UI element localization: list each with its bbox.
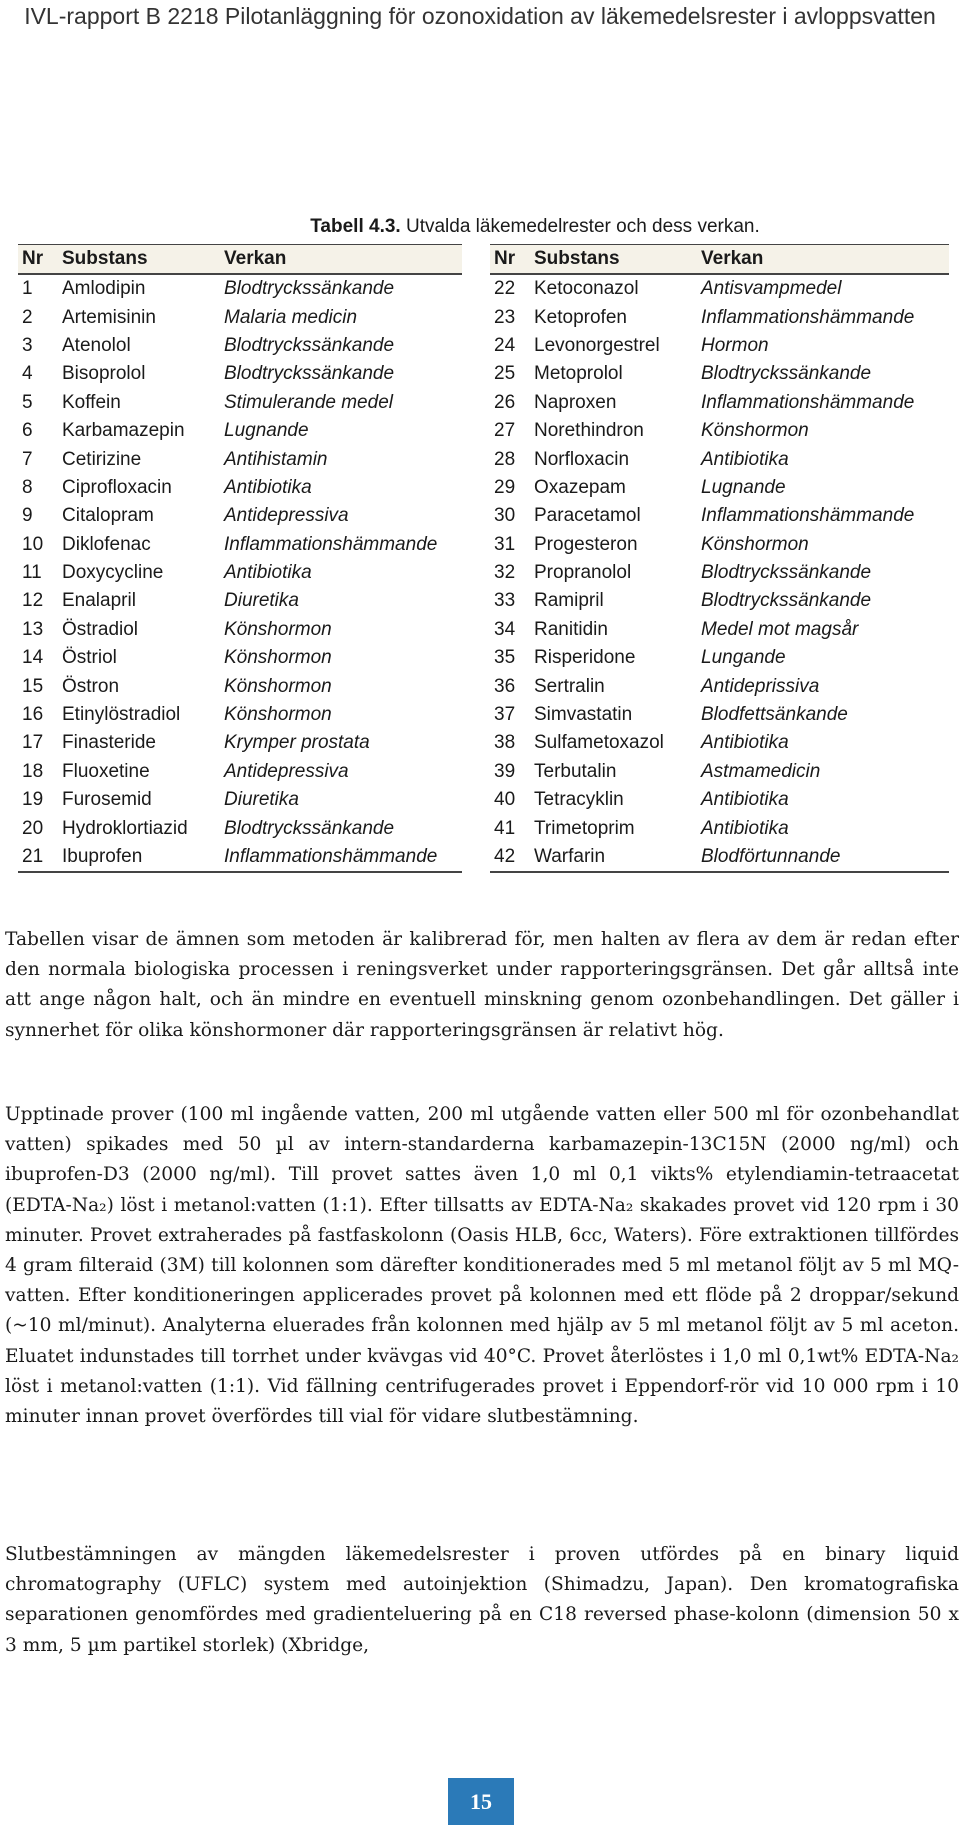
table-row (18, 786, 462, 814)
cell-substans: Koffein (62, 391, 121, 413)
cell-nr: 32 (494, 562, 516, 584)
cell-nr: 1 (22, 278, 33, 300)
cell-nr: 20 (22, 817, 44, 839)
cell-verkan: Antidepressiva (224, 760, 349, 782)
cell-nr: 33 (494, 590, 516, 612)
cell-verkan: Blodtryckssänkande (701, 363, 872, 385)
cell-nr: 14 (22, 647, 44, 669)
cell-verkan: Blodfettsänkande (701, 704, 848, 726)
cell-nr: 41 (494, 817, 516, 839)
cell-nr: 4 (22, 363, 33, 385)
cell-nr: 13 (22, 618, 44, 640)
cell-substans: Paracetamol (534, 505, 641, 527)
cell-substans: Metoprolol (534, 363, 623, 385)
cell-substans: Bisoprolol (62, 363, 146, 385)
table-row (18, 701, 462, 729)
table-row (18, 332, 462, 360)
table-row (490, 616, 949, 644)
cell-verkan: Antihistamin (224, 448, 328, 470)
cell-substans: Etinylöstradiol (62, 704, 181, 726)
cell-nr: 16 (22, 704, 44, 726)
cell-nr: 10 (22, 533, 44, 555)
cell-substans: Östradiol (62, 618, 139, 640)
column-header-substans: Substans (530, 245, 697, 275)
table-row (18, 587, 462, 615)
table-row (18, 389, 462, 417)
cell-nr: 3 (22, 334, 33, 356)
table-row (18, 758, 462, 786)
cell-verkan: Astmamedicin (701, 760, 821, 782)
cell-nr: 31 (494, 533, 516, 555)
cell-substans: Trimetoprim (534, 817, 635, 839)
table-caption (0, 215, 960, 239)
page-number: 15 (448, 1778, 514, 1825)
table-row (18, 474, 462, 502)
table-row (490, 389, 949, 417)
table-row (490, 644, 949, 672)
table-row (490, 559, 949, 587)
table-caption-text: Utvalda läkemedelrester och dess verkan. (400, 216, 760, 237)
cell-nr: 37 (494, 704, 516, 726)
cell-substans: Terbutalin (534, 760, 617, 782)
cell-substans: Levonorgestrel (534, 334, 660, 356)
cell-verkan: Medel mot magsår (701, 618, 859, 640)
table-header-row (490, 245, 949, 275)
table-row (18, 502, 462, 530)
cell-substans: Ibuprofen (58, 843, 220, 872)
drug-table-left-body (18, 274, 462, 872)
cell-nr: 2 (22, 306, 33, 328)
table-row (490, 587, 949, 615)
cell-verkan: Lugnande (701, 476, 786, 498)
cell-verkan: Blodtryckssänkande (224, 363, 395, 385)
cell-nr: 34 (494, 618, 516, 640)
drug-table-left (18, 244, 462, 873)
cell-substans: Norfloxacin (534, 448, 630, 470)
cell-nr: 39 (494, 760, 516, 782)
table-row (490, 303, 949, 331)
cell-verkan: Antibiotika (701, 817, 789, 839)
table-row (490, 474, 949, 502)
cell-substans: Norethindron (534, 420, 644, 442)
cell-substans: Diklofenac (62, 533, 151, 555)
cell-verkan: Antisvampmedel (701, 278, 842, 300)
cell-nr: 6 (22, 420, 33, 442)
cell-nr: 40 (494, 789, 516, 811)
table-row (490, 332, 949, 360)
cell-substans: Tetracyklin (534, 789, 624, 811)
cell-nr: 28 (494, 448, 516, 470)
table-row (490, 814, 949, 842)
cell-nr: 29 (494, 476, 516, 498)
cell-verkan: Antibiotika (224, 562, 312, 584)
cell-substans: Atenolol (62, 334, 131, 356)
cell-nr: 5 (22, 391, 33, 413)
cell-verkan: Inflammationshämmande (701, 505, 915, 527)
table-row (490, 417, 949, 445)
table-row (18, 417, 462, 445)
cell-nr: 11 (22, 562, 42, 584)
table-row (490, 531, 949, 559)
table-row (490, 360, 949, 388)
cell-nr: 30 (494, 505, 516, 527)
cell-nr: 21 (18, 843, 58, 872)
cell-nr: 12 (22, 590, 44, 612)
cell-verkan: Blodtryckssänkande (224, 278, 395, 300)
cell-substans: Östriol (62, 647, 117, 669)
cell-verkan: Könshormon (224, 704, 332, 726)
table-row (490, 729, 949, 757)
table-row (18, 531, 462, 559)
cell-verkan: Inflammationshämmande (220, 843, 462, 872)
cell-nr: 17 (22, 732, 44, 754)
table-row (18, 445, 462, 473)
column-header-nr: Nr (18, 245, 58, 275)
cell-verkan: Hormon (701, 334, 769, 356)
cell-nr: 35 (494, 647, 516, 669)
cell-substans: Furosemid (62, 789, 152, 811)
cell-verkan: Inflammationshämmande (701, 306, 915, 328)
column-header-substans: Substans (58, 245, 220, 275)
cell-substans: Hydroklortiazid (62, 817, 188, 839)
cell-nr: 7 (22, 448, 33, 470)
cell-verkan: Könshormon (224, 647, 332, 669)
cell-substans: Amlodipin (62, 278, 146, 300)
cell-verkan: Könshormon (224, 618, 332, 640)
cell-substans: Ranitidin (534, 618, 608, 640)
paragraph-table-explanation: Tabellen visar de ämnen som metoden är kalibrerad för, men halten av flera av dem är redan efter den normala biologiska processen i reningsverket under rapporteringsgränsen. Det går alltså inte att ange någon halt, och än mindre en eventuell minskning genom ozonbehandlingen. Det gäller i synnerhet för olika könshormoner där rapporteringsgränsen är relativt hög. (5, 929, 959, 1041)
cell-verkan: Blodtryckssänkande (224, 334, 395, 356)
cell-verkan: Antidepressiva (224, 505, 349, 527)
cell-substans: Citalopram (62, 505, 154, 527)
table-row (490, 786, 949, 814)
table-row (490, 445, 949, 473)
cell-substans: Simvastatin (534, 704, 633, 726)
cell-nr: 8 (22, 476, 33, 498)
cell-substans: Ciprofloxacin (62, 476, 172, 498)
cell-verkan: Blodtryckssänkande (701, 590, 872, 612)
table-row (18, 360, 462, 388)
cell-verkan: Stimulerande medel (224, 391, 393, 413)
table-row (490, 758, 949, 786)
cell-substans: Propranolol (534, 562, 632, 584)
drug-table-right-body (490, 274, 949, 872)
table-row (18, 672, 462, 700)
cell-substans: Oxazepam (534, 476, 626, 498)
table-row (18, 644, 462, 672)
cell-substans: Ramipril (534, 590, 604, 612)
cell-nr: 25 (494, 363, 516, 385)
cell-nr: 27 (494, 420, 516, 442)
cell-verkan: Blodtryckssänkande (224, 817, 395, 839)
column-header-verkan: Verkan (220, 245, 462, 275)
cell-verkan: Antibiotika (701, 732, 789, 754)
cell-nr: 9 (22, 505, 33, 527)
cell-substans: Warfarin (530, 843, 697, 872)
cell-substans: Karbamazepin (62, 420, 185, 442)
cell-verkan: Malaria medicin (224, 306, 358, 328)
cell-nr: 18 (22, 760, 44, 782)
cell-nr: 38 (494, 732, 516, 754)
cell-verkan: Blodförtunnande (697, 843, 949, 872)
cell-verkan: Diuretika (224, 590, 299, 612)
cell-substans: Enalapril (62, 590, 136, 612)
cell-substans: Finasteride (62, 732, 156, 754)
cell-substans: Risperidone (534, 647, 636, 669)
table-row (18, 559, 462, 587)
cell-substans: Artemisinin (62, 306, 156, 328)
table-row (490, 672, 949, 700)
cell-verkan: Inflammationshämmande (224, 533, 438, 555)
cell-verkan: Könshormon (701, 533, 809, 555)
cell-nr: 19 (22, 789, 44, 811)
table-row (490, 701, 949, 729)
table-row (490, 843, 949, 872)
cell-substans: Ketoprofen (534, 306, 627, 328)
cell-verkan: Krymper prostata (224, 732, 370, 754)
cell-verkan: Inflammationshämmande (701, 391, 915, 413)
paragraph-final-determination: Slutbestämningen av mängden läkemedelsrester i proven utfördes på en binary liquid chromatography (UFLC) system med autoinjektion (Shimadzu, Japan). Den kromatografiska separationen genomfördes med gradienteluering på en C18 reversed phase-kolonn (dimension 50 x 3 mm, 5 µm partikel storlek) (Xbridge, (5, 1544, 959, 1656)
table-row (18, 616, 462, 644)
cell-substans: Sulfametoxazol (534, 732, 664, 754)
cell-substans: Ketoconazol (534, 278, 639, 300)
cell-verkan: Antibiotika (701, 789, 789, 811)
cell-nr: 24 (494, 334, 516, 356)
column-header-verkan: Verkan (697, 245, 949, 275)
cell-substans: Fluoxetine (62, 760, 150, 782)
cell-nr: 26 (494, 391, 516, 413)
cell-verkan: Lugnande (224, 420, 309, 442)
cell-verkan: Blodtryckssänkande (701, 562, 872, 584)
cell-substans: Sertralin (534, 675, 605, 697)
cell-verkan: Diuretika (224, 789, 299, 811)
drug-table-right (490, 244, 949, 873)
cell-substans: Östron (62, 675, 120, 697)
cell-verkan: Könshormon (701, 420, 809, 442)
cell-verkan: Könshormon (224, 675, 332, 697)
column-header-nr: Nr (490, 245, 530, 275)
cell-nr: 15 (22, 675, 44, 697)
cell-nr: 42 (490, 843, 530, 872)
report-header: IVL-rapport B 2218 Pilotanläggning för ozonoxidation av läkemedelsrester i avloppsvatten (24, 3, 936, 29)
table-row (18, 814, 462, 842)
cell-substans: Cetirizine (62, 448, 142, 470)
cell-substans: Doxycycline (62, 562, 164, 584)
table-row (18, 274, 462, 303)
cell-substans: Naproxen (534, 391, 617, 413)
table-header-row (18, 245, 462, 275)
table-caption-number: Tabell 4.3. (310, 216, 401, 237)
cell-verkan: Antideprissiva (701, 675, 820, 697)
table-row (18, 729, 462, 757)
cell-substans: Progesteron (534, 533, 638, 555)
table-row (490, 274, 949, 303)
cell-nr: 23 (494, 306, 516, 328)
cell-verkan: Lungande (701, 647, 786, 669)
cell-verkan: Antibiotika (224, 476, 312, 498)
table-row (490, 502, 949, 530)
table-row (18, 843, 462, 872)
cell-nr: 36 (494, 675, 516, 697)
cell-nr: 22 (494, 278, 516, 300)
cell-verkan: Antibiotika (701, 448, 789, 470)
paragraph-sample-preparation: Upptinade prover (100 ml ingående vatten, 200 ml utgående vatten eller 500 ml för ozonbehandlat vatten) spikades med 50 µl av intern-standarderna karbamazepin-13C15N (2000 ng/ml) och ibuprofen-D3 (2000 ng/ml). Till provet sattes även 1,0 ml 0,1 vikts% etylendiamin-tetraacetat (EDTA-Na₂) löst i metanol:vatten (1:1). Efter tillsatts av EDTA-Na₂ skakades provet vid 120 rpm i 30 minuter. Provet extraherades på fastfaskolonn (Oasis HLB, 6cc, Waters). Före extraktionen tillfördes 4 gram filteraid (3M) till kolonnen som därefter konditionerades med 5 ml metanol följt av 5 ml MQ-vatten. Efter konditioneringen applicerades provet på kolonnen med ett flöde på 2 droppar/sekund (~10 ml/minut). Analyterna eluerades från kolonnen med hjälp av 5 ml metanol följt av 5 ml aceton. Eluatet indunstades till torrhet under kvävgas vid 40°C. Provet återlöstes i 1,0 ml 0,1wt% EDTA-Na₂ löst i metanol:vatten (1:1). Vid fällning centrifugerades provet i Eppendorf-rör vid 10 000 rpm i 10 minuter innan provet överfördes till vial för vidare slutbestämning. (5, 1104, 959, 1428)
table-row (18, 303, 462, 331)
